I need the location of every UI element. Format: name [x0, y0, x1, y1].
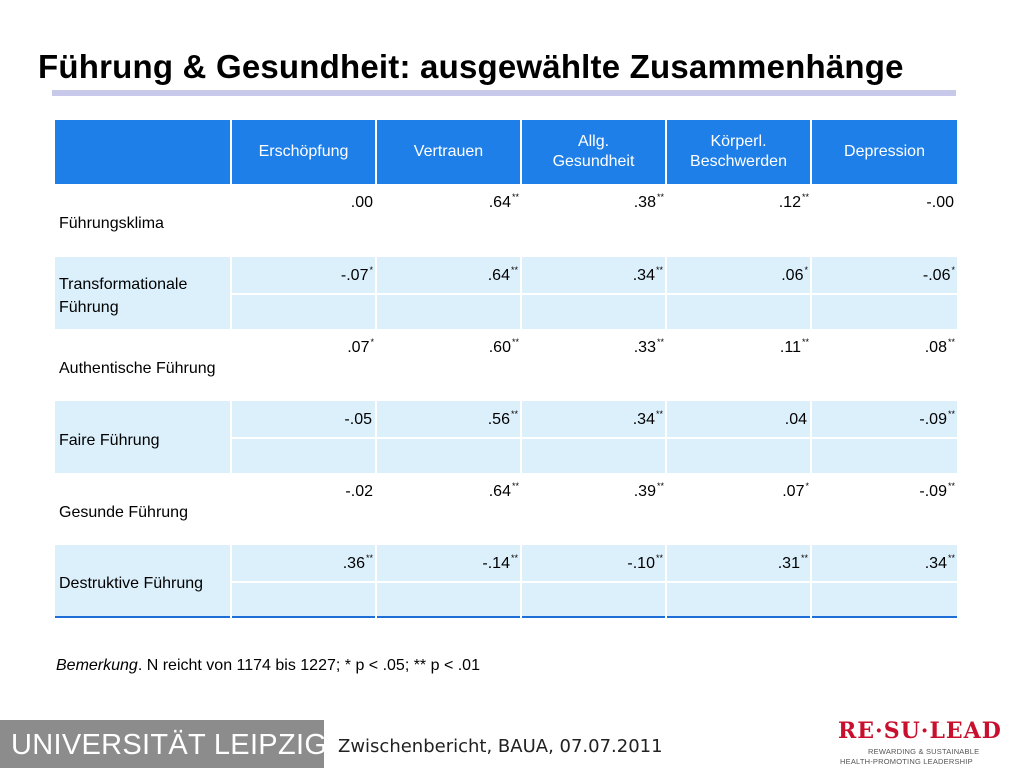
- correlation-value: [376, 184, 521, 220]
- correlation-table: [55, 120, 957, 618]
- correlation-number: .34: [924, 555, 947, 572]
- table-cell: [811, 329, 957, 401]
- row-label: Führungsklima: [59, 215, 164, 232]
- correlation-number: -.09: [919, 411, 947, 428]
- resulead-logo-title: RE·SU·LEAD: [838, 718, 1002, 744]
- table-row: [55, 184, 957, 257]
- correlation-number: .64: [488, 483, 511, 500]
- correlation-number: -.09: [919, 483, 947, 500]
- row-label: Gesunde Führung: [59, 503, 188, 521]
- correlation-number: -.07: [340, 267, 369, 284]
- correlation-number: .07: [782, 483, 805, 500]
- correlation-number: .08: [924, 339, 947, 356]
- column-header: [666, 120, 811, 184]
- table-cell: [811, 401, 957, 473]
- table-cell: [811, 184, 957, 257]
- cell-subrow: [667, 581, 810, 613]
- cell-subrow: [232, 581, 375, 613]
- significance-marker: *: [369, 265, 373, 275]
- row-label: Faire Führung: [55, 401, 231, 473]
- table-cell: [376, 545, 521, 617]
- correlation-value: [377, 545, 520, 581]
- cell-subrow: [812, 581, 957, 613]
- significance-marker: *: [804, 265, 808, 275]
- significance-marker: **: [511, 337, 519, 347]
- correlation-value: [812, 257, 957, 293]
- correlation-value: [522, 545, 665, 581]
- table-cell: [231, 184, 376, 257]
- cell-subrow: [812, 293, 957, 325]
- correlation-value: [667, 401, 810, 437]
- row-label: Transformationale Führung: [55, 257, 231, 329]
- correlation-number: .11: [779, 339, 801, 356]
- correlation-value: [666, 329, 811, 365]
- correlation-value: [521, 473, 666, 509]
- cell-subrow: [377, 581, 520, 613]
- correlation-value: [812, 545, 957, 581]
- significance-marker: **: [656, 192, 664, 202]
- correlation-value: [811, 184, 957, 220]
- correlation-number: .31: [777, 555, 800, 572]
- cell-subrow: [667, 293, 810, 325]
- significance-marker: **: [947, 409, 955, 419]
- correlation-value: [522, 257, 665, 293]
- table-cell: [231, 329, 376, 401]
- table-cell: [521, 401, 666, 473]
- significance-marker: **: [655, 265, 663, 275]
- correlation-value: [666, 184, 811, 220]
- significance-marker: **: [655, 553, 663, 563]
- correlation-number: .64: [488, 194, 511, 211]
- table-note: [56, 657, 480, 675]
- correlation-value: [811, 473, 957, 509]
- correlation-number: -.14: [482, 555, 510, 572]
- correlation-number: .33: [633, 339, 656, 356]
- table-cell: [521, 329, 666, 401]
- correlation-number: .64: [487, 267, 510, 284]
- significance-marker: **: [800, 553, 808, 563]
- cell-subrow: [522, 293, 665, 325]
- correlation-value: [812, 401, 957, 437]
- note-label: Bemerkung: [56, 657, 138, 674]
- table-cell: [521, 257, 666, 329]
- significance-marker: **: [801, 192, 809, 202]
- table-cell: [521, 545, 666, 617]
- resulead-logo-subtitle-2: HEALTH-PROMOTING LEADERSHIP: [840, 757, 973, 766]
- cell-subrow: [377, 437, 520, 469]
- table-header-row: [55, 120, 957, 184]
- cell-subrow: [232, 437, 375, 469]
- table-row: [55, 329, 957, 401]
- correlation-value: [811, 329, 957, 365]
- correlation-value: [232, 257, 375, 293]
- cell-subrow: [667, 437, 810, 469]
- column-header: [521, 120, 666, 184]
- correlation-number: .60: [488, 339, 511, 356]
- header-corner-cell: [55, 120, 231, 184]
- table-cell: [666, 545, 811, 617]
- table-cell: [231, 257, 376, 329]
- significance-marker: *: [951, 265, 955, 275]
- correlation-number: .34: [632, 411, 655, 428]
- table-cell: [811, 257, 957, 329]
- significance-marker: **: [510, 553, 518, 563]
- title-underline: [52, 90, 956, 96]
- table-cell: [376, 473, 521, 545]
- correlation-number: -.02: [345, 483, 373, 500]
- table-cell: [666, 401, 811, 473]
- significance-marker: **: [947, 553, 955, 563]
- table-cell: [376, 257, 521, 329]
- table-row: [55, 473, 957, 545]
- table-cell: [666, 329, 811, 401]
- column-header-label: Depression: [844, 143, 925, 160]
- correlation-value: [521, 329, 666, 365]
- correlation-value: [377, 401, 520, 437]
- university-name: UNIVERSITÄT LEIPZIG: [11, 729, 328, 761]
- row-label: Authentische Führung: [59, 359, 216, 377]
- significance-marker: *: [805, 481, 809, 491]
- table-cell: [376, 184, 521, 257]
- table-cell: [666, 473, 811, 545]
- column-header-label: Körperl. Beschwerden: [690, 133, 787, 170]
- table-row: [55, 545, 957, 617]
- table-cell: [231, 401, 376, 473]
- correlation-value: [667, 545, 810, 581]
- significance-marker: **: [656, 481, 664, 491]
- significance-marker: *: [370, 337, 374, 347]
- correlation-value: [376, 329, 521, 365]
- table-cell: [231, 473, 376, 545]
- correlation-number: .56: [487, 411, 510, 428]
- page-title: Führung & Gesundheit: ausgewählte Zusammenhänge: [38, 48, 904, 85]
- column-header-label: Vertrauen: [413, 143, 484, 160]
- significance-marker: **: [947, 481, 955, 491]
- table-cell: [811, 545, 957, 617]
- correlation-number: .06: [781, 267, 804, 284]
- resulead-logo: [838, 718, 1024, 768]
- correlation-number: -.10: [627, 555, 655, 572]
- footer-report-text: Zwischenbericht, BAUA, 07.07.2011: [338, 736, 663, 757]
- row-label: Destruktive Führung: [55, 545, 231, 617]
- note-text: . N reicht von 1174 bis 1227; * p < .05; ** p < .01: [137, 657, 480, 674]
- correlation-number: -.06: [922, 267, 951, 284]
- significance-marker: **: [365, 553, 373, 563]
- table-cell: [376, 401, 521, 473]
- correlation-number: -.00: [926, 194, 954, 211]
- table-cell: [231, 545, 376, 617]
- cell-subrow: [522, 437, 665, 469]
- correlation-value: [232, 545, 375, 581]
- table-row: [55, 257, 957, 329]
- table-cell: [376, 329, 521, 401]
- correlation-number: .34: [632, 267, 655, 284]
- cell-subrow: [522, 581, 665, 613]
- university-logo: [0, 720, 328, 768]
- table-row: [55, 401, 957, 473]
- correlation-value: [231, 473, 376, 509]
- column-header: [811, 120, 957, 184]
- column-header: [231, 120, 376, 184]
- significance-marker: **: [801, 337, 809, 347]
- significance-marker: **: [510, 409, 518, 419]
- correlation-value: [376, 473, 521, 509]
- correlation-number: .39: [633, 483, 656, 500]
- correlation-value: [667, 257, 810, 293]
- correlation-number: -.05: [344, 411, 372, 428]
- correlation-number: .04: [784, 411, 807, 428]
- significance-marker: **: [511, 192, 519, 202]
- table-cell: [666, 184, 811, 257]
- column-header-label: Allg. Gesundheit: [552, 133, 635, 170]
- table-cell: [521, 473, 666, 545]
- correlation-number: .38: [633, 194, 656, 211]
- correlation-number: .00: [350, 194, 373, 211]
- significance-marker: **: [510, 265, 518, 275]
- correlation-number: .07: [347, 339, 370, 356]
- correlation-value: [231, 329, 376, 365]
- correlation-value: [521, 184, 666, 220]
- significance-marker: **: [947, 337, 955, 347]
- significance-marker: **: [655, 409, 663, 419]
- correlation-value: [522, 401, 665, 437]
- cell-subrow: [812, 437, 957, 469]
- column-header: [376, 120, 521, 184]
- table-cell: [521, 184, 666, 257]
- correlation-number: .36: [342, 555, 365, 572]
- significance-marker: **: [511, 481, 519, 491]
- table-cell: [811, 473, 957, 545]
- resulead-logo-subtitle-1: REWARDING & SUSTAINABLE: [868, 747, 980, 756]
- column-header-label: Erschöpfung: [258, 143, 349, 160]
- correlation-value: [231, 184, 376, 220]
- table-cell: [666, 257, 811, 329]
- cell-subrow: [377, 293, 520, 325]
- cell-subrow: [232, 293, 375, 325]
- correlation-value: [666, 473, 811, 509]
- correlation-number: .12: [778, 194, 801, 211]
- correlation-value: [377, 257, 520, 293]
- significance-marker: **: [656, 337, 664, 347]
- correlation-value: [232, 401, 375, 437]
